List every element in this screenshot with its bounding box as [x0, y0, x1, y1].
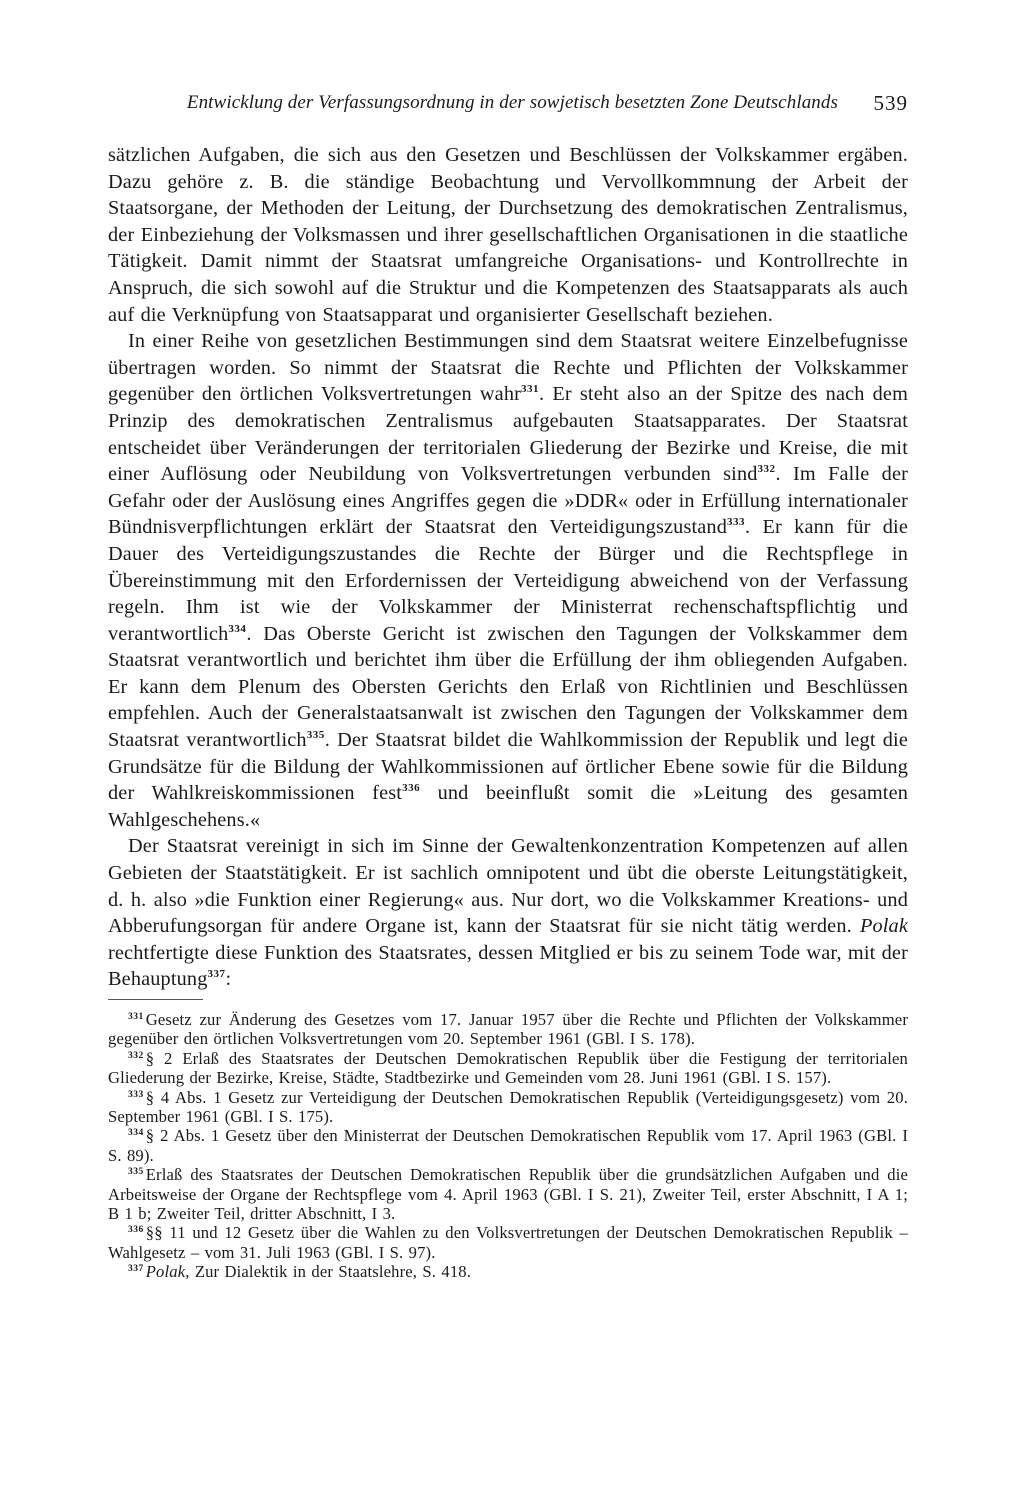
footnote-331: [108, 1010, 908, 1049]
footnote-divider: [108, 999, 203, 1000]
text-run: Der Staatsrat vereinigt in sich im Sinne der Gewaltenkonzentration Kompetenzen auf allen Gebieten der Staatstätigkeit. Er ist sachlich omnipotent und übt die oberste Leitungstätigkeit, d. h. also »die Funktion einer Regierung« aus. Nur dort, wo die Volkskammer Kreations- und Abberufungsorgan für andere Organe ist, kann der Staatsrat für sie nicht tätig werden.: [108, 835, 908, 938]
footnote-text: § 4 Abs. 1 Gesetz zur Verteidigung der Deutschen Demokratischen Republik (Verteidigungsgesetz) vom 20. September 1961 (GBl. I S. 175).: [108, 1087, 908, 1127]
author-name: Polak: [145, 1262, 186, 1282]
footnote-text: Erlaß des Staatsrates der Deutschen Demokratischen Republik über die grundsätzlichen Aufgaben und die Arbeitsweise der Organe der Rechtspflege vom 4. April 1963 (GBl. I S. 21), Zweiter Teil, erster Abschnitt, I A 1; B 1 b; Zweiter Teil, dritter Abschnitt, I 3.: [108, 1165, 908, 1224]
footnote-332: [108, 1049, 908, 1088]
footnote-number: 337: [128, 1264, 144, 1275]
footnote-ref-334[interactable]: 334: [228, 622, 247, 635]
text-run: :: [225, 968, 232, 991]
footnote-number: 336: [128, 1225, 144, 1236]
main-text: [108, 142, 908, 993]
footnote-ref-332[interactable]: 332: [757, 463, 776, 476]
footnote-text: , Zur Dialektik in der Staatslehre, S. 418.: [185, 1262, 472, 1282]
footnote-number: 331: [128, 1012, 144, 1022]
text-run: und beeinflußt somit die »Leitung des gesamten Wahlgeschehens.«: [108, 782, 909, 831]
footnote-number: 332: [128, 1050, 144, 1061]
text-run: . Im Falle der Gefahr oder der Auslösung eines Angriffes gegen die »DDR« oder in Erfüllung internationaler Bündnisverpflichtungen erklärt der Staatsrat den Verteidigungszustand: [108, 463, 908, 539]
text-run: . Das Oberste Gericht ist zwischen den Tagungen der Volkskammer dem Staatsrat verantwortlich und berichtet ihm über die Erfüllung der ihm obliegenden Aufgaben. Er kann dem Plenum des Obersten Gerichts den Erlaß von Richtlinien und Beschlüssen empfehlen. Auch der Generalstaatsanwalt ist zwischen den Tagungen der Volkskammer dem Staatsrat verantwortlich: [108, 622, 908, 752]
footnote-333: [108, 1088, 908, 1127]
footnote-text: § 2 Erlaß des Staatsrates der Deutschen Demokratischen Republik über die Festigung der territorialen Gliederung der Bezirke, Kreise, Städte, Stadtbezirke und Gemeinden vom 28. Juni 1961 (GBl. I S. 157).: [108, 1048, 908, 1088]
footnote-ref-333[interactable]: 333: [727, 516, 746, 529]
text-run: . Der Staatsrat bildet die Wahlkommission der Republik und legt die Grundsätze für die Bildung der Wahlkommissionen auf örtlicher Ebene sowie für die Bildung der Wahlkreiskommissionen fest: [108, 729, 908, 805]
footnote-text: Gesetz zur Änderung des Gesetzes vom 17. Januar 1957 über die Rechte und Pflichten der Volkskammer gegenüber den örtlichen Volksvertretungen vom 20. September 1961 (GBl. I S. 178).: [108, 1010, 908, 1049]
text-run: . Er kann für die Dauer des Verteidigungszustandes die Rechte der Bürger und die Rechtspflege in Übereinstimmung mit den Erfordernissen der Verteidigung abweichend von der Verfassung regeln. Ihm ist wie der Volkskammer der Ministerrat rechenschaftspflichtig und verantwortlich: [108, 516, 908, 645]
paragraph-2: [108, 328, 908, 833]
running-head: [108, 86, 908, 120]
footnote-334: [108, 1126, 908, 1165]
footnote-number: 334: [128, 1128, 144, 1139]
paragraph-1: sätzlichen Aufgaben, die sich aus den Gesetzen und Beschlüssen der Volkskammer ergäben. Dazu gehöre z. B. die ständige Beobachtung und Vervollkommnung der Arbeit der Staatsorgane, der Methoden der Leitung, der Durchsetzung des demokratischen Zentralismus, der Einbeziehung der Volksmassen und ihrer gesellschaftlichen Organisationen in die staatliche Tätigkeit. Damit nimmt der Staatsrat umfangreiche Organisations- und Kontrollrechte in Anspruch, die sich sowohl auf die Struktur und die Kompetenzen des Staatsapparats als auch auf die Verknüpfung von Staatsapparat und organisierter Gesellschaft beziehen.: [108, 144, 908, 326]
footnote-number: 335: [128, 1167, 144, 1178]
author-name: Polak: [859, 915, 908, 938]
footnote-ref-336[interactable]: 336: [402, 782, 421, 795]
footnote-ref-335[interactable]: 335: [306, 729, 325, 742]
running-title: Entwicklung der Verfassungsordnung in der sowjetisch besetzten Zone Deutschlands: [186, 92, 838, 113]
text-run: rechtfertigte diese Funktion des Staatsrates, dessen Mitglied er bis zu seinem Tode war, mit der Behauptung: [108, 941, 908, 991]
paragraph-3: [108, 833, 908, 993]
text-run: In einer Reihe von gesetzlichen Bestimmungen sind dem Staatsrat weitere Einzelbefugnisse übertragen worden. So nimmt der Staatsrat die Rechte und Pflichten der Volkskammer gegenüber den örtlichen Volksvertretungen wahr: [108, 330, 908, 406]
footnote-text: § 2 Abs. 1 Gesetz über den Ministerrat der Deutschen Demokratischen Republik vom 17. April 1963 (GBl. I S. 89).: [108, 1126, 908, 1165]
text-run: . Er steht also an der Spitze des nach dem Prinzip des demokratischen Zentralismus aufgebauten Staatsapparates. Der Staatsrat entscheidet über Veränderungen der territorialen Gliederung der Bezirke und Kreise, die mit einer Auflösung oder Neubildung von Volksvertretungen verbunden sind: [108, 383, 909, 486]
footnote-text: §§ 11 und 12 Gesetz über die Wahlen zu den Volksvertretungen der Deutschen Demokratischen Republik – Wahlgesetz – vom 31. Juli 1963 (GBl. I S. 97).: [108, 1223, 908, 1262]
footnote-number: 333: [128, 1089, 144, 1100]
footnotes: [108, 1010, 908, 1282]
footnote-335: [108, 1165, 908, 1223]
page-number: 539: [873, 91, 908, 115]
book-page: [108, 86, 908, 1282]
footnote-337: [108, 1262, 908, 1281]
footnote-336: [108, 1223, 908, 1262]
footnote-ref-337[interactable]: 337: [207, 968, 226, 981]
footnote-ref-331[interactable]: 331: [521, 383, 540, 396]
